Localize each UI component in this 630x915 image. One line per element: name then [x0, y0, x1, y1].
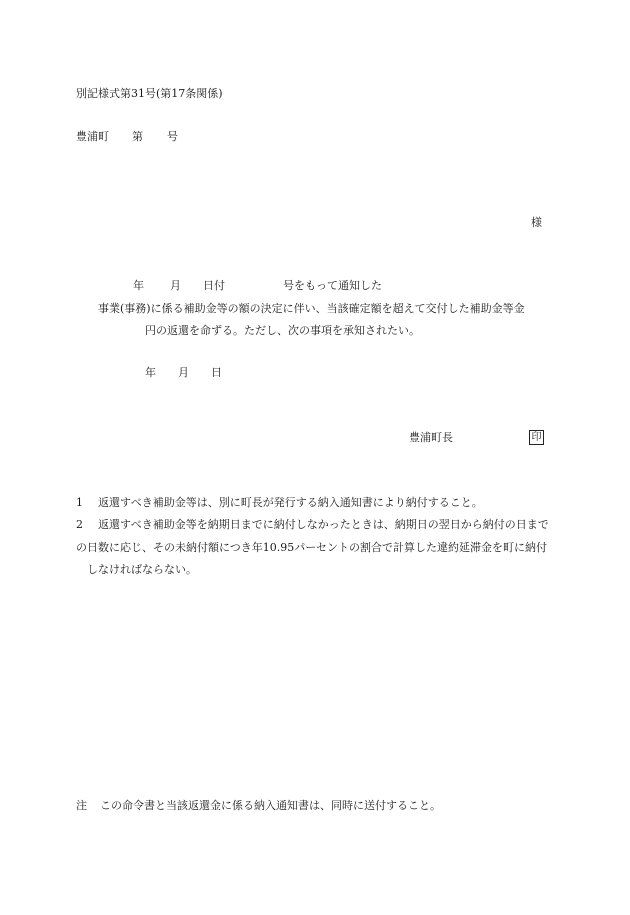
item-text: 返還すべき補助金等は、別に町長が発行する納入通知書により納付すること。: [98, 496, 483, 509]
notice-day: 日付: [203, 279, 225, 292]
item-number: 1: [76, 496, 83, 509]
item-text-line-2: の日数に応じ、その未納付額につき年10.95パーセントの割合で計算した違約延滞金を町に納付: [76, 541, 548, 554]
footnote-text: この命令書と当該返還金に係る納入通知書は、同時に送付すること。: [100, 799, 441, 812]
issue-year: 年: [145, 366, 156, 379]
doc-number-prefix: 豊浦町: [76, 130, 109, 143]
body-line-3: 円の返還を命ずる。ただし、次の事項を承知されたい。: [145, 324, 420, 337]
notice-month: 月: [170, 279, 181, 292]
notice-year: 年: [133, 279, 144, 292]
doc-number-go: 号: [167, 130, 178, 143]
addressee-suffix: 様: [531, 216, 542, 229]
footnote-label: 注: [76, 799, 87, 812]
issuer-title: 豊浦町長: [409, 431, 453, 444]
seal-icon: 印: [529, 430, 544, 445]
body-line-2: 事業(事務)に係る補助金等の額の決定に伴い、当該確定額を超えて交付した補助金等金: [98, 302, 525, 315]
issue-month: 月: [178, 366, 189, 379]
item-text-line-3: しなければならない。: [87, 563, 197, 576]
notice-text: 号をもって通知した: [283, 279, 382, 292]
doc-number-dai: 第: [132, 130, 143, 143]
issue-day: 日: [211, 366, 222, 379]
form-title: 別記様式第31号(第17条関係): [76, 87, 223, 100]
item-number: 2: [76, 518, 83, 531]
item-text-line-1: 返還すべき補助金等を納期日までに納付しなかったときは、納期日の翌日から納付の日まで: [98, 518, 549, 531]
